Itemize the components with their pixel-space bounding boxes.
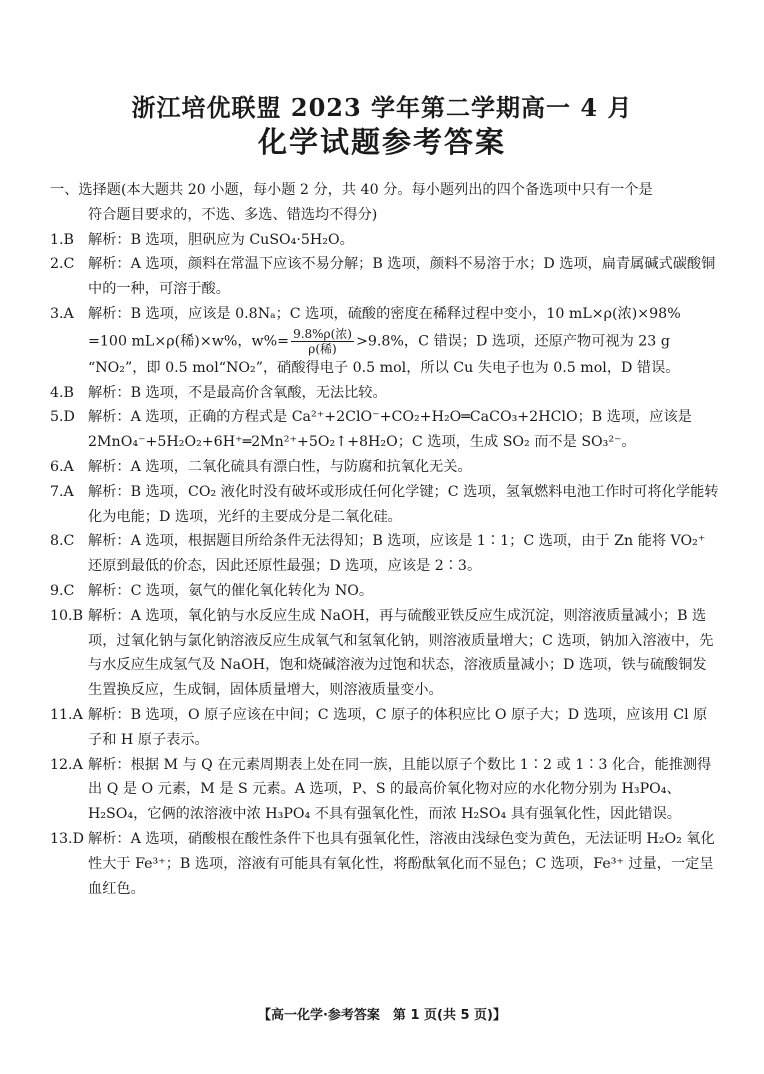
answer-item-6: 6.A 解析：A 选项，二氧化硫具有漂白性，与防腐和抗氧化无关。	[50, 458, 472, 475]
answer-item-9: 9.C 解析：C 选项，氨气的催化氧化转化为 NO。	[50, 582, 374, 599]
section-header: 一、选择题(本大题共 20 小题，每小题 2 分，共 40 分。每小题列出的四个备选项中只有一个是 符合题目要求的，不选、多选、错选均不得分)	[50, 182, 653, 223]
answer-item-4: 4.B 解析：B 选项，不是最高价含氧酸，无法比较。	[50, 384, 387, 401]
answer-item-7: 7.A 解析：B 选项，CO₂ 液化时没有破坏或形成任何化学键；C 选项，氢氧燃料电池工作时可将化学能转化为电能；D 选项，光纤的主要成分是二氧化硅。	[50, 483, 719, 525]
answer-item-3: 3.A 解析：B 选项，应该是 0.8Nₐ；C 选项，硫酸的密度在稀释过程中变小，10 mL×ρ(浓)×98% =100 mL×ρ(稀)×w%，w%= $\frac{\text{9.8\%ρ(浓)}}{\text{ρ(稀)}}$ >9.8%，C 错误；D 选项，还原产物可视为 23 g “NO₂”，即 0.5 mol“NO₂”，硝酸得电子 0.5 mol，所以 Cu 失电子也为 0.5 mol，D 错误。	[50, 305, 681, 376]
answer-item-2: 2.C 解析：A 选项，颜料在常温下应该不易分解；B 选项，颜料不易溶于水；D 选项，扁青属碱式碳酸铜中的一种，可溶于酸。	[50, 256, 716, 298]
answer-item-13: 13.D 解析：A 选项，硝酸根在酸性条件下也具有强氧化性，溶液由浅绿色变为黄色，无法证明 H₂O₂ 氧化性大于 Fe³⁺；B 选项，溶液有可能具有氧化性，将酚酞氧化而不显色；C 选项，Fe³⁺ 过量，一定呈血红色。	[50, 830, 715, 897]
answer-item-8: 8.C 解析：A 选项，根据题目所给条件无法得知；B 选项，应该是 1∶1；C 选项，由于 Zn 能将 VO₂⁺ 还原到最低的价态，因此还原性最强；D 选项，应该是 2∶3。	[50, 533, 706, 575]
answer-body	[50, 178, 720, 901]
answer-item-5: 5.D 解析：A 选项，正确的方程式是 Ca²⁺+2ClO⁻+CO₂+H₂O═CaCO₃+2HClO；B 选项，应该是 2MnO₄⁻+5H₂O₂+6H⁺═2Mn²⁺+5O₂↑+8H₂O；C 选项，生成 SO₂ 而不是 SO₃²⁻。	[50, 409, 692, 451]
page-subtitle: 化学试题参考答案	[257, 125, 506, 159]
answer-item-11: 11.A 解析：B 选项，O 原子应该在中间；C 选项，C 原子的体积应比 O 原子大；D 选项，应该用 Cl 原子和 H 原子表示。	[50, 706, 708, 748]
fraction: $\frac{\text{9.8\%ρ(浓)}}{\text{ρ(稀)}}$	[293, 326, 352, 356]
answer-item-1: 1.B 解析：B 选项，胆矾应为 CuSO₄·5H₂O。	[50, 231, 354, 248]
answer-item-12: 12.A 解析：根据 M 与 Q 在元素周期表上处在同一族，且能以原子个数比 1∶2 或 1∶3 化合，能推测得出 Q 是 O 元素，M 是 S 元素。A 选项，P、S 的最高价氧化物对应的水化物分别为 H₃PO₄、H₂SO₄，它俩的浓溶液中浓 H₃PO₄ 不具有强氧化性，而浓 H₂SO₄ 具有强氧化性，因此错误。	[50, 756, 712, 823]
answer-item-10: 10.B 解析：A 选项，氧化钠与水反应生成 NaOH，再与硫酸亚铁反应生成沉淀，则溶液质量减小；B 选项，过氧化钠与氯化钠溶液反应生成氧气和氢氧化钠，则溶液质量增大；C 选项，钠加入溶液中，先与水反应生成氢气及 NaOH，饱和烧碱溶液为过饱和状态，溶液质量减小；D 选项，铁与硫酸铜发生置换反应，生成铜，固体质量增大，则溶液质量变小。	[50, 607, 714, 699]
page-title: 浙江培优联盟 2023 学年第二学期高一 4 月	[131, 93, 633, 122]
page-footer: 【高一化学·参考答案 第 1 页(共 5 页)】	[257, 1008, 507, 1023]
